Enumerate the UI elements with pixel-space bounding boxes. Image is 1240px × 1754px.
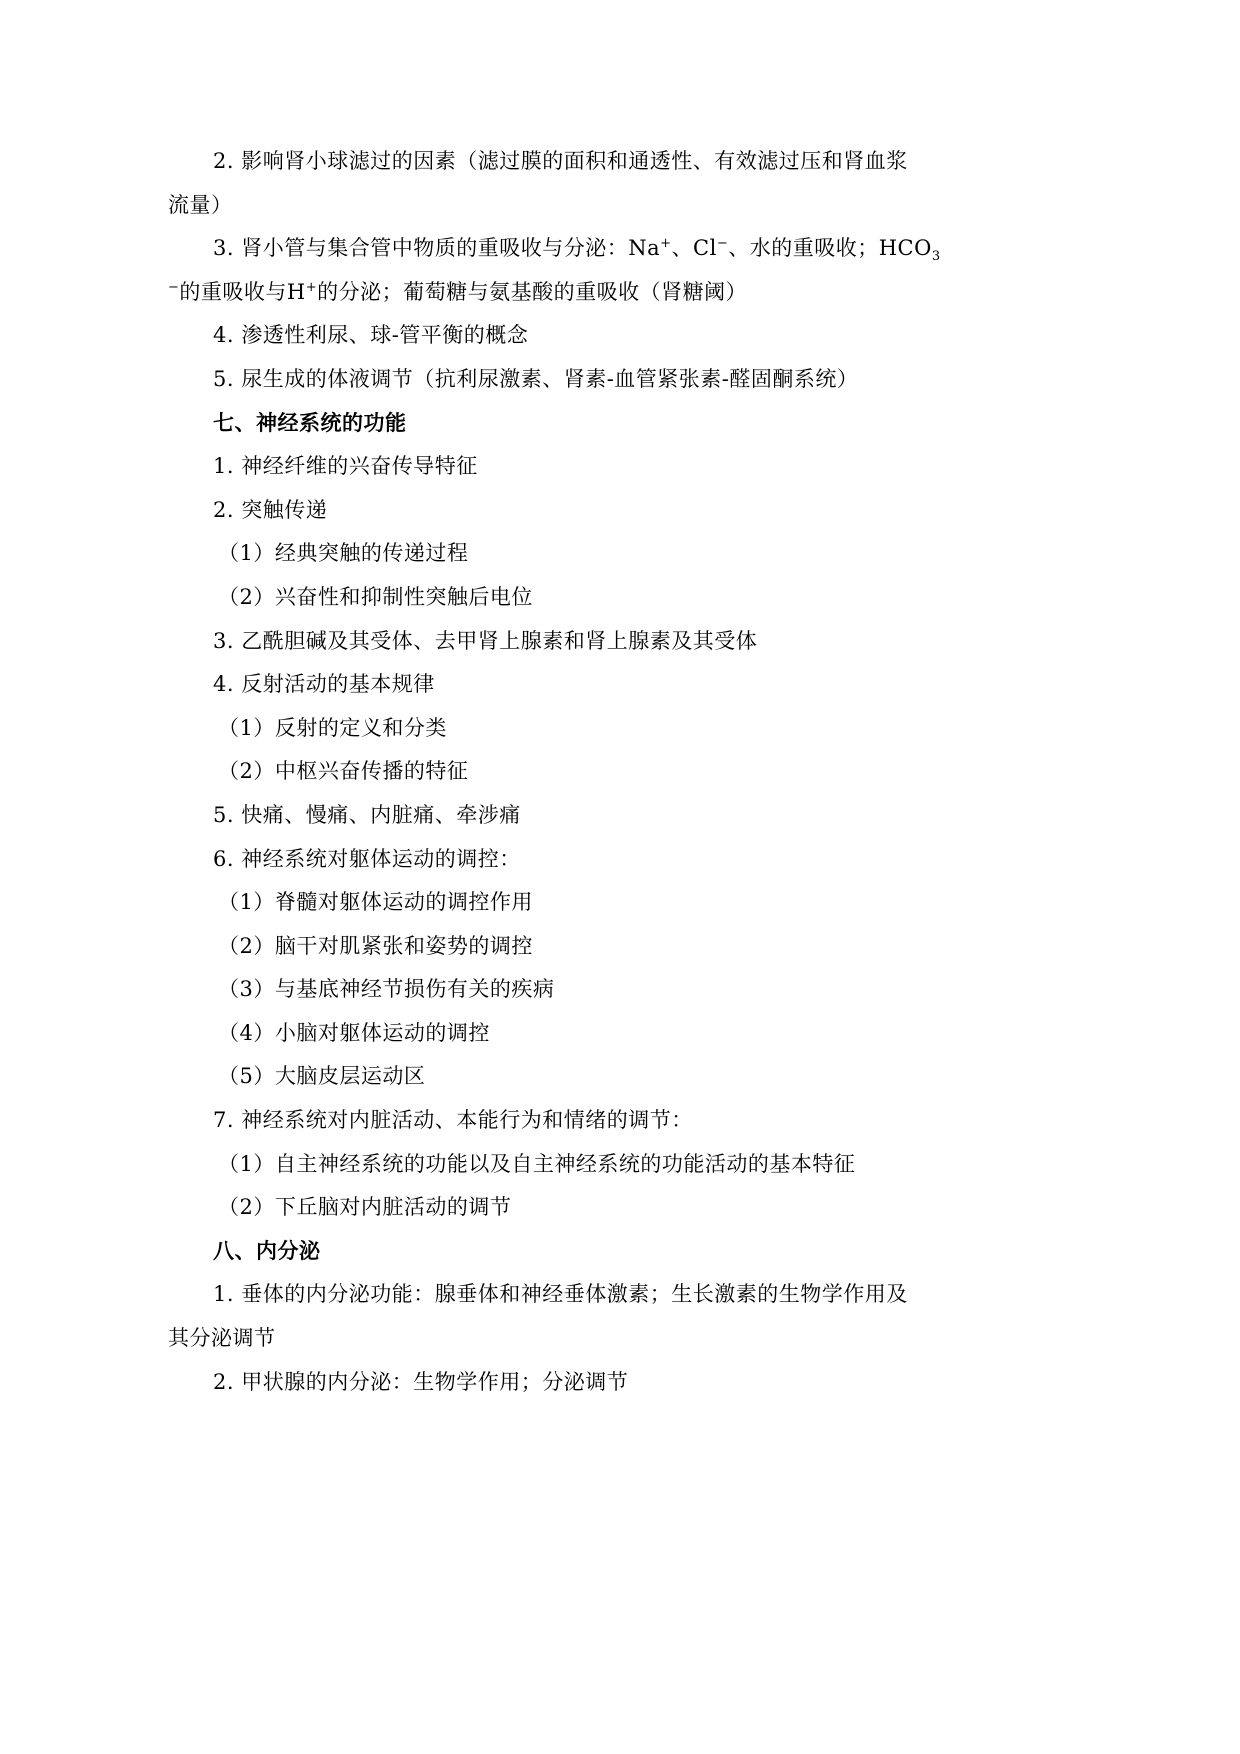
list-item-kidney-5: 5. 尿生成的体液调节（抗利尿激素、肾素-血管紧张素-醛固酮系统） — [213, 366, 859, 391]
document-page — [168, 140, 942, 1404]
list-item-kidney-2: 2. 影响肾小球滤过的因素（滤过膜的面积和通透性、有效滤过压和肾血浆 — [213, 149, 908, 173]
sub-list-item: （2）中枢兴奋传播的特征 — [218, 759, 469, 784]
list-item: 1. 神经纤维的兴奋传导特征 — [213, 454, 478, 479]
sub-list-item: （1）脊髓对躯体运动的调控作用 — [218, 890, 533, 915]
superscript: − — [716, 236, 729, 252]
sub-list-item: （2）脑干对肌紧张和姿势的调控 — [218, 933, 533, 958]
superscript: + — [660, 236, 672, 252]
list-item: 4. 反射活动的基本规律 — [213, 672, 435, 697]
list-item: 5. 快痛、慢痛、内脏痛、牵涉痛 — [213, 802, 521, 827]
superscript: − — [168, 279, 180, 295]
text: 3. 肾小管与集合管中物质的重吸收与分泌：Na — [213, 236, 661, 261]
list-item-kidney-4: 4. 渗透性利尿、球-管平衡的概念 — [213, 323, 529, 348]
sub-list-item: （2）兴奋性和抑制性突触后电位 — [218, 584, 533, 609]
list-item: 1. 垂体的内分泌功能：腺垂体和神经垂体激素；生长激素的生物学作用及 — [213, 1282, 908, 1307]
list-item-kidney-2-continuation: 流量） — [168, 192, 233, 217]
sub-list-item: （1）反射的定义和分类 — [218, 715, 447, 740]
list-item-kidney-3 — [168, 227, 942, 271]
text: 、Cl — [671, 236, 717, 261]
list-item: 7. 神经系统对内脏活动、本能行为和情绪的调节： — [213, 1108, 693, 1133]
sub-list-item: （1）经典突触的传递过程 — [218, 541, 469, 566]
sub-list-item: （2）下丘脑对内脏活动的调节 — [218, 1195, 512, 1220]
sub-list-item: （4）小脑对躯体运动的调控 — [218, 1020, 490, 1045]
sub-list-item: （5）大脑皮层运动区 — [218, 1064, 426, 1089]
list-item-continuation: 其分泌调节 — [168, 1326, 276, 1351]
list-item: 3. 乙酰胆碱及其受体、去甲肾上腺素和肾上腺素及其受体 — [213, 628, 758, 653]
text: 、水的重吸收；HCO — [728, 236, 932, 261]
text: 的重吸收与H — [179, 279, 306, 304]
sub-list-item: （3）与基底神经节损伤有关的疾病 — [218, 977, 555, 1002]
superscript: + — [305, 279, 318, 295]
text: 的分泌；葡萄糖与氨基酸的重吸收（肾糖阈） — [317, 279, 748, 304]
sub-list-item: （1）自主神经系统的功能以及自主神经系统的功能活动的基本特征 — [218, 1151, 856, 1176]
subscript: 3 — [931, 249, 941, 265]
list-item: 2. 突触传递 — [213, 497, 328, 522]
list-item: 2. 甲状腺的内分泌：生物学作用；分泌调节 — [213, 1369, 629, 1394]
list-item-kidney-3-continuation — [168, 271, 942, 315]
list-item: 6. 神经系统对躯体运动的调控： — [213, 846, 521, 871]
section-heading-nervous-system: 七、神经系统的功能 — [213, 410, 407, 435]
section-heading-endocrine: 八、内分泌 — [213, 1238, 321, 1263]
